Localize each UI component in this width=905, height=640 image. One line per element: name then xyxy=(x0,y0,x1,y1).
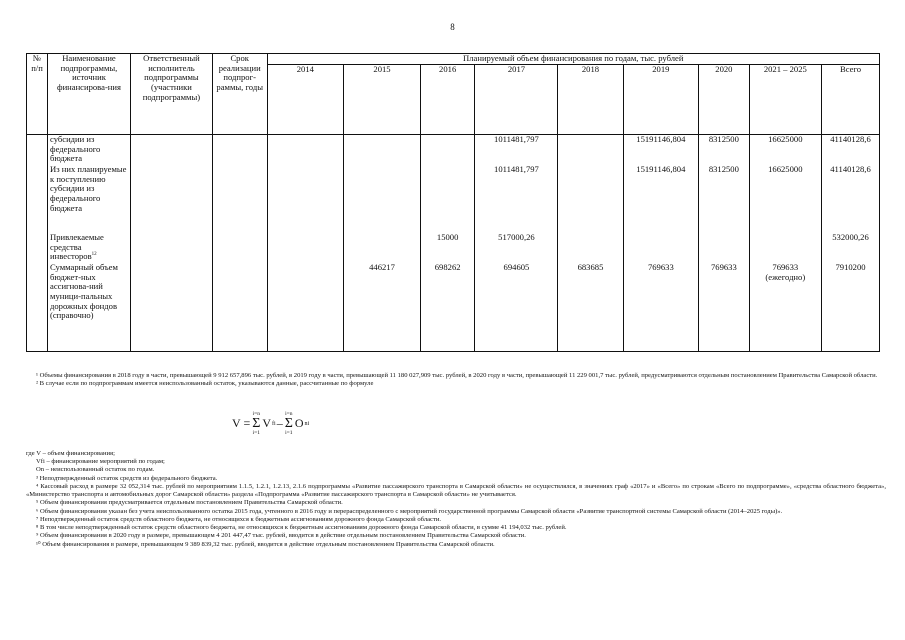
where-line: где V – объем финансирования; xyxy=(26,450,115,457)
cell xyxy=(344,233,421,263)
cell xyxy=(420,165,475,233)
header-term: Срок реализации подпрог-раммы, годы xyxy=(212,54,267,135)
cell: 16625000 xyxy=(749,135,821,166)
header-name: Наименование подпрограммы, источник финансирова-ния xyxy=(48,54,131,135)
footnote-ref: 12 xyxy=(91,252,97,258)
cell xyxy=(699,233,749,263)
header-year: 2014 xyxy=(267,64,344,134)
footnote-9: ⁹ Объем финансирования в 2020 году в размере, превышающем 4 201 447,47 тыс. рублей, вводится в действие отдельным постановлением Правительства Самарской области. xyxy=(36,532,526,540)
cell xyxy=(267,165,344,233)
cell: 1011481,797 xyxy=(475,165,558,233)
cell xyxy=(558,165,623,233)
cell: 15191146,804 xyxy=(623,165,699,233)
header-year: 2020 xyxy=(699,64,749,134)
cell: 694605 xyxy=(475,263,558,352)
row-name: Суммарный объем бюджет-ных ассигнова-ний муници-пальных дорожных фондов (справочно) xyxy=(48,263,131,352)
cell: 16625000 xyxy=(749,165,821,233)
cell xyxy=(420,135,475,166)
cell: 769633 xyxy=(699,263,749,352)
header-total: Всего xyxy=(822,64,880,134)
cell: 698262 xyxy=(420,263,475,352)
header-responsible: Ответственный исполнитель подпрограммы (участники подпрограммы) xyxy=(130,54,212,135)
page-number: 8 xyxy=(450,22,455,32)
cell: 446217 xyxy=(344,263,421,352)
footnote-6: ⁶ Объем финансирования указан без учета неиспользованного остатка 2015 года, учтенного в 2016 году и перераспределенного с мероприятий государственной программы Самарской области «Развитие транспортной системы Самарской области (2014–2025 годы)». xyxy=(36,507,783,515)
footnote-2: ² В случае если по подпрограммам имеется неиспользованный остаток, указываются данные, рассчитанные по формуле xyxy=(36,380,374,388)
cell: 41140128,6 xyxy=(822,135,880,166)
formula-o: O xyxy=(294,416,304,431)
header-year: 2021 – 2025 xyxy=(749,64,821,134)
formula-v: V xyxy=(262,416,272,431)
footnotes-top xyxy=(26,372,886,388)
header-financing-group: Планируемый объем финансирования по годам, тыс. рублей xyxy=(267,54,880,65)
formula-minus: – xyxy=(276,416,283,431)
footnotes-bottom xyxy=(26,450,886,549)
footnote-4: ⁴ Кассовый расход в размере 32 052,314 тыс. рублей по мероприятиям 1.1.5, 1.2.1, 1.2.13, 2.1.6 подпрограммы «Развитие пассажирского транспорта в Самарской области» не осуществлялся, в значениях граф «2017» и «Всего» по строкам «Всего по подпрограмме», «средства областного бюджета», «Министерство транспорта и автомобильных дорог Самарской области» раздела «Подпрограмма «Развитие пассажирского транспорта в Самарской области» не учитывается. xyxy=(26,482,886,499)
header-year: 2017 xyxy=(475,64,558,134)
header-year: 2019 xyxy=(623,64,699,134)
row-name: Из них планируемые к поступлению субсидии из федерального бюджета xyxy=(48,165,131,233)
table-row xyxy=(27,135,880,166)
footnote-7: ⁷ Неподтвержденный остаток средств областного бюджета, не относящихся к бюджетным ассигнованиям дорожного фонда Самарской области. xyxy=(36,515,442,523)
cell: 8312500 xyxy=(699,135,749,166)
cell xyxy=(749,233,821,263)
cell: 769633 (ежегодно) xyxy=(749,263,821,352)
cell xyxy=(267,233,344,263)
sum-symbol: i=n Σ i=1 xyxy=(252,411,261,436)
cell xyxy=(267,263,344,352)
cell: 1011481,797 xyxy=(475,135,558,166)
table-row xyxy=(27,165,880,233)
cell xyxy=(558,233,623,263)
header-year: 2016 xyxy=(420,64,475,134)
cell: 41140128,6 xyxy=(822,165,880,233)
header-num: № п/п xyxy=(27,54,48,135)
footnote-10: ¹⁰ Объем финансирования в размере, превышающем 9 389 839,32 тыс. рублей, вводится в действие отдельным постановлением Правительства Самарской области. xyxy=(36,540,495,548)
sum-symbol: i=n Σ i=1 xyxy=(284,411,293,436)
cell: 15191146,804 xyxy=(623,135,699,166)
where-line: On – неиспользованный остаток по годам. xyxy=(36,466,155,474)
cell: 517000,26 xyxy=(475,233,558,263)
footnote-8: ⁸ В том числе неподтвержденный остаток средств областного бюджета, не относящихся к бюджетным ассигнованиям дорожного фонда Самарской области, в сумме 41 194,032 тыс. рублей. xyxy=(36,524,567,532)
table-row xyxy=(27,263,880,352)
table-header-row xyxy=(27,54,880,65)
cell: 8312500 xyxy=(699,165,749,233)
formula-lhs: V = xyxy=(232,416,251,431)
footnote-3: ³ Неподтвержденный остаток средств из федерального бюджета. xyxy=(36,474,218,482)
footnote-5: ⁵ Объем финансирования предусматривается отдельным постановлением Правительства Самарской области. xyxy=(36,499,343,507)
formula: V = i=n Σ i=1 V fi – i=n Σ i=1 O ni xyxy=(232,411,310,436)
where-line: Vfi – финансирование мероприятий по годам; xyxy=(36,458,165,466)
footnote-1: ¹ Объемы финансирования в 2018 году в части, превышающей 9 912 657,896 тыс. рублей, в 2019 году в части, превышающей 11 180 027,909 тыс. рублей, в 2020 году в части, превышающей 11 229 001,7 тыс. рублей, предусматриваются отдельным постановлением Правительства Самарской области. xyxy=(36,372,878,379)
cell xyxy=(558,135,623,166)
cell xyxy=(344,165,421,233)
row-name: субсидии из федерального бюджета xyxy=(48,135,131,166)
header-year: 2015 xyxy=(344,64,421,134)
cell xyxy=(344,135,421,166)
financing-table xyxy=(26,53,880,352)
cell: 7910200 xyxy=(822,263,880,352)
cell: 769633 xyxy=(623,263,699,352)
cell xyxy=(267,135,344,166)
cell xyxy=(623,233,699,263)
table-row xyxy=(27,233,880,263)
cell: 532000,26 xyxy=(822,233,880,263)
row-name: Привлекаемые средства инвесторов xyxy=(50,232,104,262)
header-year: 2018 xyxy=(558,64,623,134)
cell: 683685 xyxy=(558,263,623,352)
cell: 15000 xyxy=(420,233,475,263)
